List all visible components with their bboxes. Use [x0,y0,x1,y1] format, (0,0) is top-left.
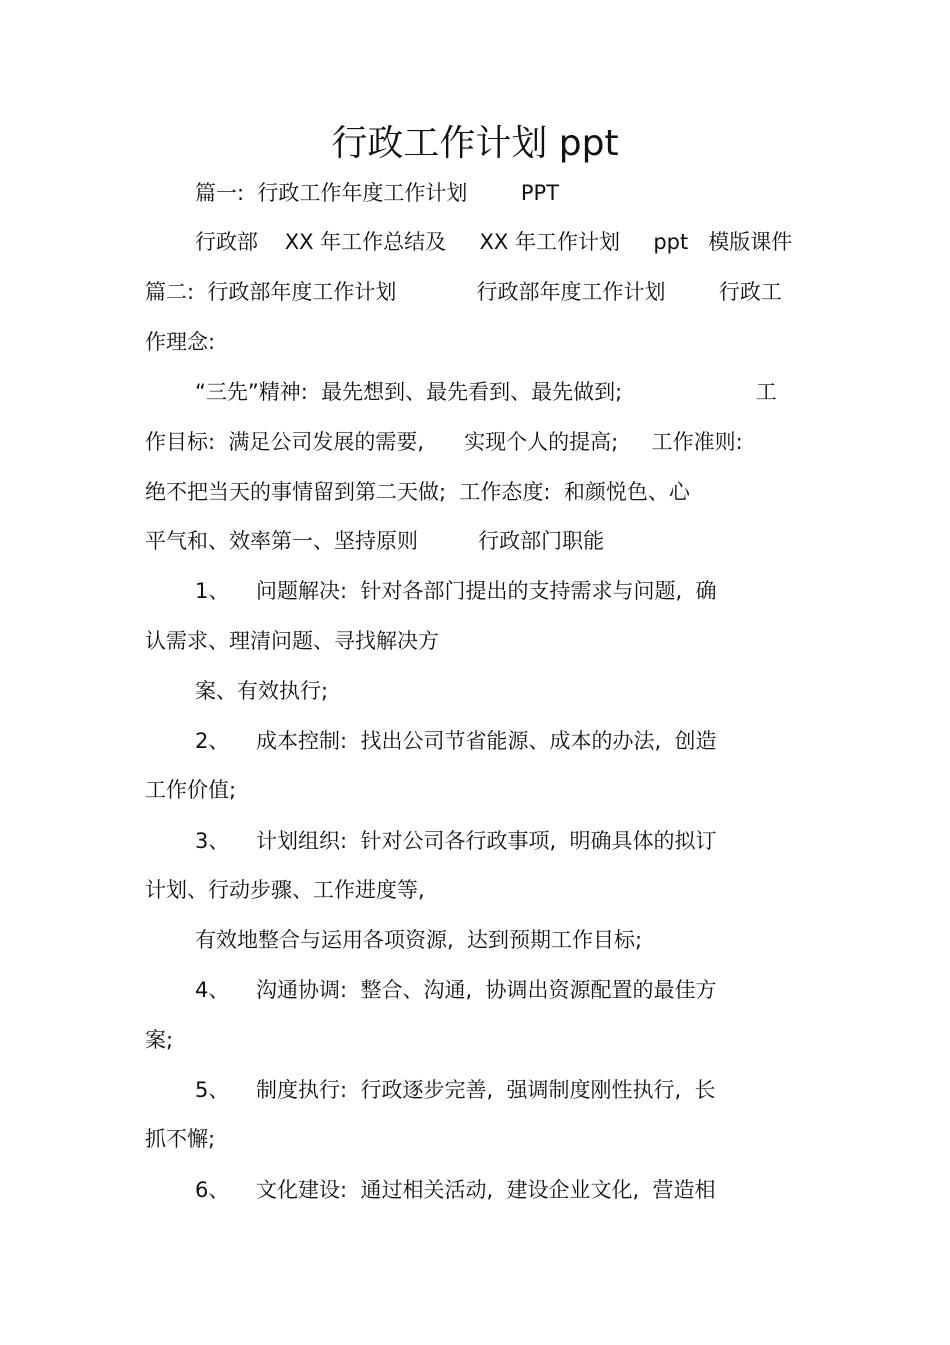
list-item: 6、 文化建设: 通过相关活动, 建设企业文化, 营造相 [195,1178,716,1202]
text-line: 认需求、理清问题、寻找解决方 [145,629,439,653]
list-item: 4、 沟通协调: 整合、沟通, 协调出资源配置的最佳方 [195,978,717,1002]
text-line: 案、有效执行; [195,679,329,703]
text-line: 作理念: [145,330,216,354]
text-line: 平气和、效率第一、坚持原则 行政部门职能 [145,529,605,553]
text-line: 抓不懈; [145,1127,216,1151]
text-line: 作目标: 满足公司发展的需要, 实现个人的提高; 工作准则: [145,430,743,454]
list-item: 2、 成本控制: 找出公司节省能源、成本的办法, 创造 [195,729,717,753]
text-line: 行政部 XX 年工作总结及 XX 年工作计划 ppt 模版课件 [195,230,793,254]
document-title: 行政工作计划 ppt [331,123,619,164]
text-line: 篇一: 行政工作年度工作计划 PPT [195,181,559,205]
list-item: 1、 问题解决: 针对各部门提出的支持需求与问题, 确 [195,579,717,603]
text-line: 绝不把当天的事情留到第二天做; 工作态度: 和颜悦色、心 [145,480,690,504]
text-line: 工作价值; [145,778,237,802]
text-line: 案; [145,1028,174,1052]
list-item: 3、 计划组织: 针对公司各行政事项, 明确具体的拟订 [195,829,717,853]
text-line: 有效地整合与运用各项资源, 达到预期工作目标; [195,928,643,952]
text-line: 篇二: 行政部年度工作计划 行政部年度工作计划 行政工 [145,280,782,304]
text-line: 计划、行动步骤、工作进度等, [145,878,425,902]
text-line: “三先”精神: 最先想到、最先看到、最先做到; 工 [195,380,777,404]
list-item: 5、 制度执行: 行政逐步完善, 强调制度刚性执行, 长 [195,1078,716,1102]
